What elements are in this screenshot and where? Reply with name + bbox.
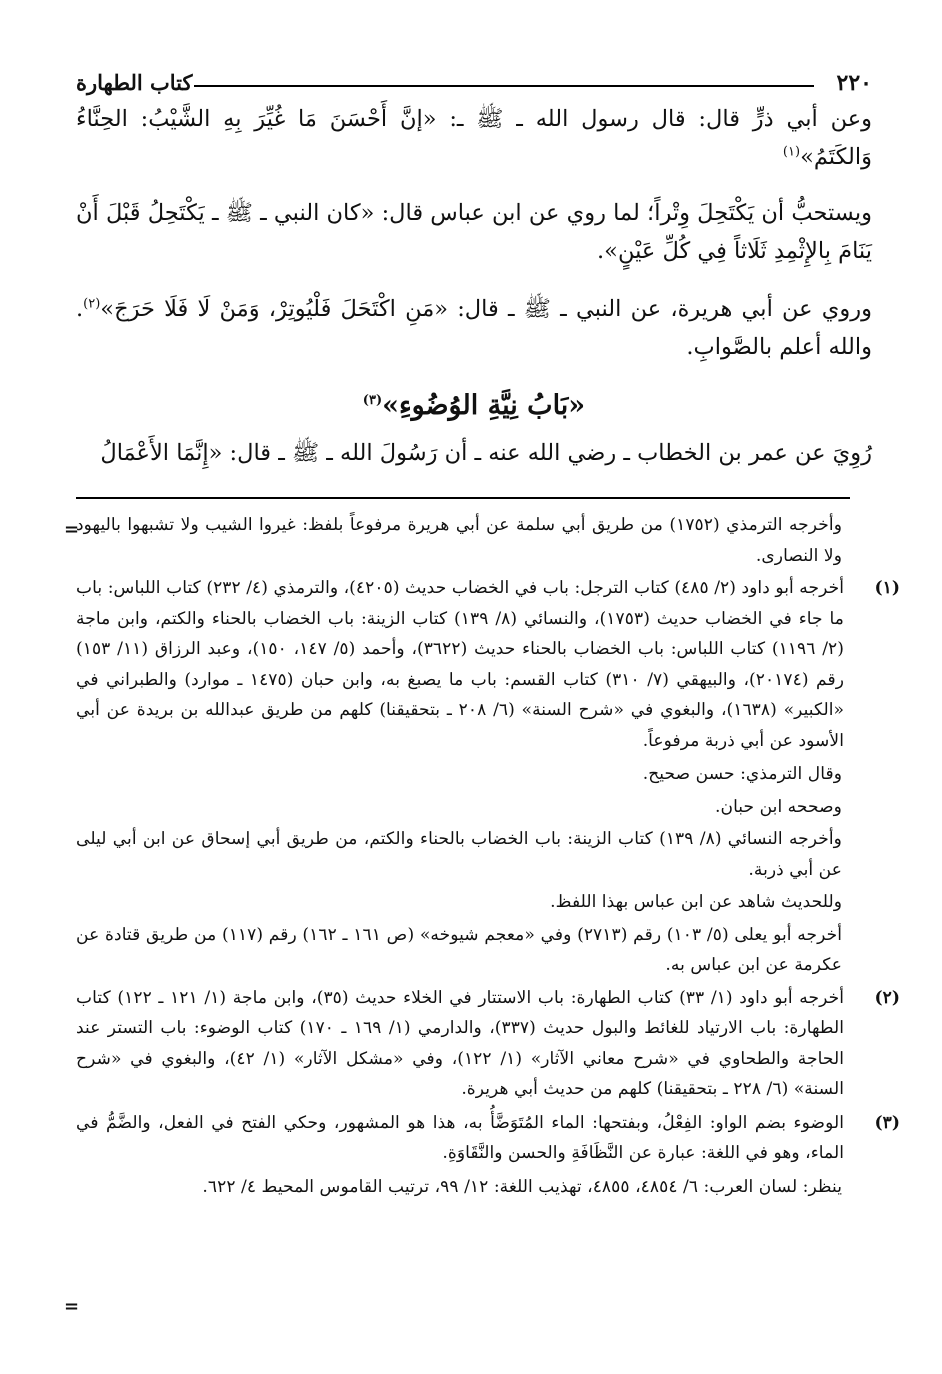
- footnote-1: [76, 573, 900, 756]
- footnote-1-note: وصححه ابن حبان.: [714, 796, 842, 817]
- continued-mark: =: [64, 1296, 80, 1317]
- footnote-text: أخرجه أبو داود (٢/ ٤٨٥) كتاب الترجل: باب في الخضاب حديث (٤٢٠٥)، والترمذي (٤/ ٢٣٢) كتاب اللباس: باب ما جاء في الخضاب حديث (١٧٥٣)، والنسائي (٨/ ١٣٩) كتاب الزينة: باب الخضاب بالحناء والكتم، وابن ماجة (٢/ ١١٩٦) كتاب اللباس: باب الخضاب بالحناء حديث (٣٦٢٢)، وأحمد (٥/ ١٤٧، ١٥٠)، وعبد الرزاق (١١/ ١٥٣) رقم (٢٠١٧٤)، والبيهقي (٧/ ٣١٠) كتاب القسم: باب ما يصبغ به، وابن حبان (١٤٧٥ ـ موارد) والطبراني في «الكبير» (١٦٣٨)، والبغوي في «شرح السنة» (٦/ ٢٠٨ ـ بتحقيقنا) كلهم من طريق عبدالله بن بريدة عن أبي الأسود عن أبي ذربة مرفوعاً.: [76, 578, 844, 751]
- continuation-mark: =: [64, 519, 80, 540]
- footnote-number: (١): [874, 578, 900, 598]
- paragraph-2: ويستحبُّ أن يَكْتَحِلَ وِتْراً؛ لما روي عن ابن عباس قال: «كان النبي ـ ﷺ ـ يَكْتَحِلُ قَبْلَ أَنْ يَنَامَ بِالإِثْمِدِ ثَلَاثاً فِي كُلِّ عَيْنٍ».: [76, 200, 872, 264]
- paragraph-text: وعن أبي ذرٍّ قال: قال رسول الله ـ ﷺ ـ: «إنَّ أَحْسَنَ مَا غُيِّرَ بِهِ الشَّيْبُ: الحِنَّاءُ وَالكَتَمُ»: [76, 106, 872, 170]
- footnote-3-note: ينظر: لسان العرب: ٦/ ٤٨٥٤، ٤٨٥٥، تهذيب اللغة: ١٢/ ٩٩، ترتيب القاموس المحيط ٤/ ٦٢٢.: [202, 1176, 842, 1197]
- footnote-1-note: وللحديث شاهد عن ابن عباس بهذا اللفظ.: [550, 892, 842, 912]
- footnotes: [76, 510, 900, 1204]
- paragraph-1: [76, 100, 872, 176]
- footnote-1-note: وقال الترمذي: حسن صحيح.: [642, 764, 842, 784]
- footnote-3: [76, 1108, 900, 1169]
- main-text: [76, 100, 872, 492]
- paragraph-tail: . والله أعلم بالصَّوابِ.: [76, 296, 872, 360]
- page-number: ٢٢٠: [836, 70, 872, 96]
- footnote-ref-1: (١): [782, 144, 801, 160]
- footnote-1-note: أخرجه أبو يعلى (٥/ ١٠٣) رقم (٢٧١٣) وفي «معجم شيوخه» (ص ١٦١ ـ ١٦٢) رقم (١١٧) من طريق قتادة عن عكرمة عن ابن عباس به.: [76, 924, 842, 975]
- paragraph-4: رُوِيَ عن عمر بن الخطاب ـ رضي الله عنه ـ أن رَسُولَ الله ـ ﷺ ـ قال: «إِنَّمَا الأَعْمَالُ: [100, 440, 872, 466]
- book-title: كتاب الطهارة: [76, 70, 193, 95]
- heading-text: «بَابُ نِيَّةِ الوُضُوءِ»: [382, 390, 586, 421]
- footnote-1-note: وأخرجه النسائي (٨/ ١٣٩) كتاب الزينة: باب الخضاب بالحناء والكتم، من طريق أبي إسحاق عن ابن أبي ليلى عن أبي ذربة.: [76, 829, 842, 880]
- footnote-text: أخرجه أبو داود (١/ ٣٣) كتاب الطهارة: باب الاستتار في الخلاء حديث (٣٥)، وابن ماجة (١/ ١٢١ ـ ١٢٢) كتاب الطهارة: باب الارتياد للغائط والبول حديث (٣٣٧)، والدارمي (١/ ١٦٩ ـ ١٧٠) كتاب الوضوء: باب التستر عند الحاجة والطحاوي في «شرح معاني الآثار» (١/ ١٢٢)، وفي «مشكل الآثار» (١/ ٤٢)، والبغوي في «شرح السنة» (٦/ ٢٢٨ ـ بتحقيقنا) كلهم من حديث أبي هريرة.: [76, 987, 844, 1099]
- header-rule: [194, 85, 814, 87]
- footnote-number: (٣): [874, 1112, 900, 1133]
- section-heading: [76, 386, 872, 426]
- footnote-ref-2: (٢): [83, 296, 101, 312]
- paragraph-text: وروي عن أبي هريرة، عن النبي ـ ﷺ ـ قال: «مَنِ اكْتَحَلَ فَلْيُوتِرْ، وَمَنْ لَا فَلَا حَرَجَ»: [100, 296, 872, 322]
- footnote-separator: [76, 497, 850, 499]
- footnote-continuation: وأخرجه الترمذي (١٧٥٢) من طريق أبي سلمة عن أبي هريرة مرفوعاً بلفظ: غيروا الشيب ولا تشبهوا باليهود ولا النصارى.: [76, 515, 842, 566]
- running-header: [76, 66, 872, 100]
- footnote-text: الوضوء بضم الواو: الفِعْلُ، وبفتحها: الماء المُتَوَضَّأُ به، هذا هو المشهور، وحكي الفتح في الفعل، والضَّمُّ في الماء، وهو في اللغة: عبارة عن النَّظَافَةِ والحسن والنَّقَاوَةِ.: [76, 1112, 844, 1163]
- paragraph-3: [76, 290, 872, 366]
- footnote-ref-3: (٣): [362, 393, 383, 408]
- footnote-2: [76, 983, 900, 1105]
- footnote-number: (٢): [874, 987, 900, 1008]
